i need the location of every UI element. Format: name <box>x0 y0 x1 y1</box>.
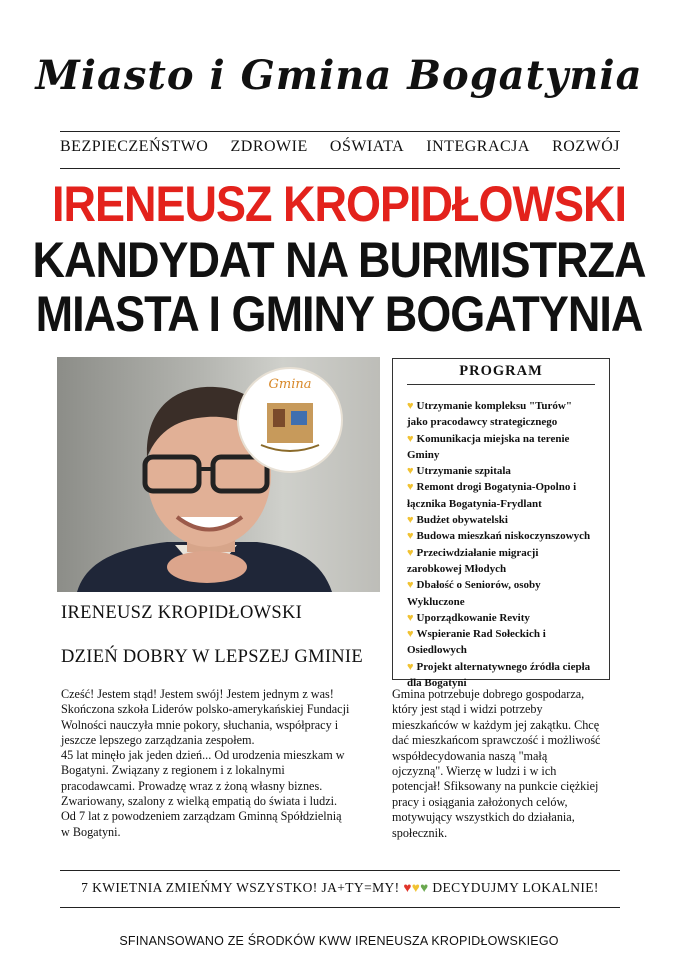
program-list <box>407 398 603 691</box>
pillar: ZDROWIE <box>230 138 308 155</box>
pillar: ROZWÓJ <box>552 138 620 155</box>
text-line: Cześć! Jestem stąd! Jestem swój! Jestem jednym z was! <box>61 687 334 701</box>
yellow-heart-icon: ♥ <box>407 514 414 527</box>
program-item: ♥ Komunikacja miejska na terenie Gminy <box>407 432 570 461</box>
headline-line-2: MIASTA I GMINY BOGATYNIA <box>35 284 643 342</box>
candidate-photo <box>57 357 380 592</box>
yellow-heart-icon: ♥ <box>407 530 414 543</box>
bio-left-column <box>61 687 381 840</box>
program-item: ♥ Budowa mieszkań niskoczynszowych <box>407 530 591 543</box>
program-item: ♥ Uporządkowanie Revity <box>407 611 530 624</box>
text-line: motywujący wszystkich do działania, <box>392 810 575 825</box>
yellow-heart-icon: ♥ <box>411 880 421 895</box>
divider <box>60 168 620 169</box>
program-item: ♥ Dbałość o Seniorów, osoby Wykluczone <box>407 579 541 608</box>
yellow-heart-icon: ♥ <box>407 611 414 624</box>
text-line: potencjał! Sfiksowany na punkcie ciężkiej <box>392 779 599 794</box>
yellow-heart-icon: ♥ <box>407 546 414 559</box>
funding-footer: SFINANSOWANO ZE ŚRODKÓW KWW IRENEUSZA KROPIDŁOWSKIEGO <box>119 934 559 948</box>
text-line: Zwariowany, szalony z wielką empatią do świata i ludzi. <box>61 794 338 809</box>
text-line: Wolności nauczyła mnie pokory, słuchania, współpracy i <box>61 717 339 732</box>
divider <box>60 870 620 871</box>
text-line: mieszkańców w każdym jej zakątku. Chcę <box>392 717 600 732</box>
text-line: społecznik. <box>392 825 448 840</box>
green-heart-icon: ♥ <box>420 880 429 895</box>
program-box <box>392 358 610 690</box>
text-line: Bogatyni. Związany z regionem i z lokalnymi <box>61 763 285 778</box>
text-line: jeszcze lepszego zarządzania zespołem. <box>61 732 255 747</box>
program-title: PROGRAM <box>407 363 595 385</box>
slogan-right: DECYDUJMY LOKALNIE! <box>432 880 599 895</box>
text-line: współdecydowania naszą "małą <box>392 748 548 763</box>
divider <box>60 907 620 908</box>
bio-right-column <box>392 687 618 841</box>
yellow-heart-icon: ♥ <box>407 660 414 673</box>
gmina-logo-badge <box>237 367 343 473</box>
text-line: dać mieszkańcom sprawczość i możliwość <box>392 733 601 748</box>
program-item: ♥ Budżet obywatelski <box>407 514 508 527</box>
text-line: 45 lat minęło jak jeden dzień... Od urodzenia mieszkam w <box>61 748 345 763</box>
program-item: ♥ Projekt alternatywnego źródła ciepła dla Bogatyni <box>407 660 591 690</box>
slogan <box>60 880 620 896</box>
red-heart-icon: ♥ <box>403 880 412 895</box>
text-line: który jest stąd i widzi potrzeby <box>392 702 543 717</box>
program-item: ♥ Przeciwdziałanie migracji zarobkowej Młodych <box>407 546 539 575</box>
greeting-heading: DZIEŃ DOBRY W LEPSZEJ GMINIE <box>61 647 363 667</box>
pillars-bar <box>60 138 620 156</box>
pillar: INTEGRACJA <box>426 138 530 155</box>
yellow-heart-icon: ♥ <box>407 400 414 412</box>
yellow-heart-icon: ♥ <box>407 465 414 478</box>
yellow-heart-icon: ♥ <box>407 432 414 445</box>
divider <box>60 131 620 132</box>
text-line: pracodawcami. Prowadzę wraz z żoną własny biznes. <box>61 778 323 793</box>
slogan-left: 7 KWIETNIA ZMIEŃMY WSZYSTKO! JA+TY=MY! <box>81 880 400 895</box>
badge-label: Gmina <box>268 377 312 392</box>
masthead-title: Miasto i Gmina Bogatynia <box>35 52 643 99</box>
yellow-heart-icon: ♥ <box>407 579 414 592</box>
text-line: Od 7 lat z powodzeniem zarządzam Gminną Spółdzielnią <box>61 809 342 824</box>
candidate-name: IRENEUSZ KROPIDŁOWSKI <box>61 603 303 623</box>
program-item: ♥ Wspieranie Rad Sołeckich i Osiedlowych <box>407 628 546 657</box>
yellow-heart-icon: ♥ <box>407 481 414 494</box>
program-item: ♥ Utrzymanie kompleksu "Turów" jako pracodawcy strategicznego <box>407 400 572 429</box>
text-line: w Bogatyni. <box>61 824 121 839</box>
text-line: ojczyzną". Wierzę w ludzi i w ich <box>392 764 557 779</box>
pillar: OŚWIATA <box>329 138 405 155</box>
program-item: ♥ Utrzymanie szpitala <box>407 465 511 478</box>
text-line: pracy i osiągania założonych celów, <box>392 794 568 809</box>
yellow-heart-icon: ♥ <box>407 628 414 641</box>
headline-line-1: KANDYDAT NA BURMISTRZA <box>32 230 646 288</box>
program-item: ♥ Remont drogi Bogatynia-Opolno i łącznika Bogatynia-Frydlant <box>407 481 577 510</box>
candidate-headline-name: IRENEUSZ KROPIDŁOWSKI <box>51 174 627 232</box>
text-line: Gmina potrzebuje dobrego gospodarza, <box>392 687 585 701</box>
text-line: Skończona szkoła Liderów polsko-amerykańskiej Fundacji <box>61 702 350 717</box>
pillar: BEZPIECZEŃSTWO <box>60 138 209 155</box>
logo-icon <box>239 369 341 471</box>
